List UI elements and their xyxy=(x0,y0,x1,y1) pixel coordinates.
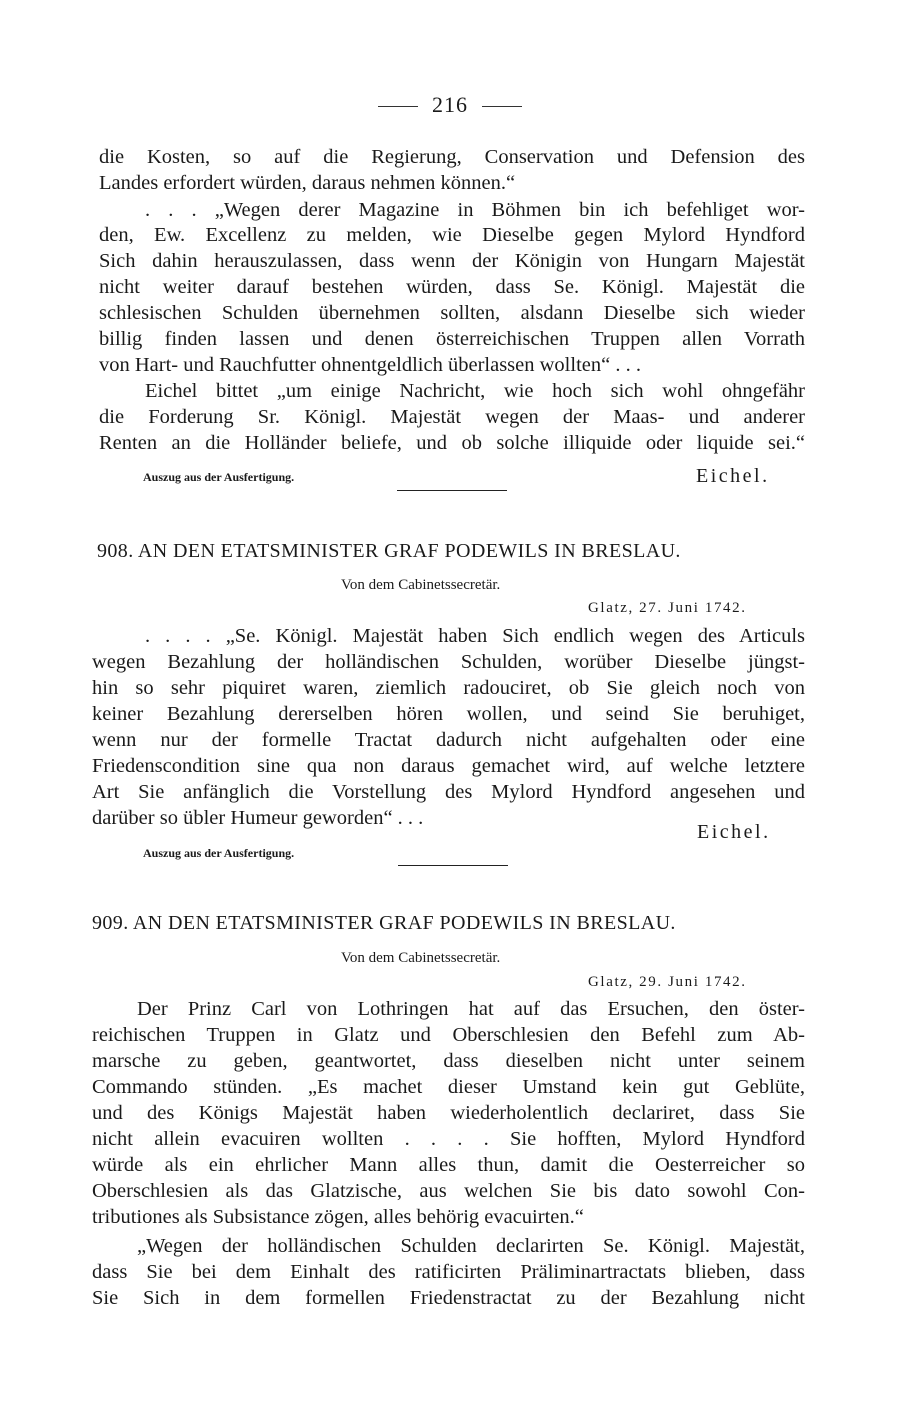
text-line: Landes erfordert würden, daraus nehmen können.“ xyxy=(99,172,516,194)
text-line: wegen Bezahlung der holländischen Schulden, worüber Dieselbe jüngst- xyxy=(92,651,805,673)
page-number-text: 216 xyxy=(432,92,468,117)
text-line: keiner Bezahlung dererselben hören wollen, und seind Sie beruhiget, xyxy=(92,703,805,725)
text-line: die Forderung Sr. Königl. Majestät wegen der Maas- und anderer xyxy=(99,406,805,428)
text-line: von Hart- und Rauchfutter ohnentgeldlich überlassen wollten“ . . . xyxy=(99,354,641,376)
text-line: nicht weiter darauf bestehen würden, dass Se. Königl. Majestät die xyxy=(99,276,805,298)
source-note: Auszug aus der Ausfertigung. xyxy=(143,470,295,484)
text-line: würde als ein ehrlicher Mann alles thun, damit die Oesterreicher so xyxy=(92,1154,805,1176)
text-line: Art Sie anfänglich die Vorstellung des Mylord Hyndford angesehen und xyxy=(92,781,805,803)
text-line: Eichel bittet „um einige Nachricht, wie hoch sich wohl ohngefähr xyxy=(145,380,805,402)
text-line: die Kosten, so auf die Regierung, Conservation und Defension des xyxy=(99,146,805,168)
text-line: dass Sie bei dem Einhalt des ratificirten Präliminartractats blieben, dass xyxy=(92,1261,805,1283)
letter-dateline: Glatz, 29. Juni 1742. xyxy=(588,974,747,990)
source-note: Auszug aus der Ausfertigung. xyxy=(143,846,295,860)
text-line: wenn nur der formelle Tractat dadurch nicht aufgehalten oder eine xyxy=(92,729,805,751)
section-divider xyxy=(398,865,508,866)
text-line: Sich dahin herauszulassen, dass wenn der Königin von Hungarn Majestät xyxy=(99,250,805,272)
text-line: hin so sehr piquiret waren, ziemlich radouciret, ob Sie gleich noch von xyxy=(92,677,805,699)
text-line: Commando stünden. „Es machet dieser Umstand kein gut Geblüte, xyxy=(92,1076,805,1098)
page-number-dash-left xyxy=(378,106,418,107)
text-line: . . . „Wegen derer Magazine in Böhmen bin ich befehliget wor- xyxy=(145,199,805,221)
letter-heading: 909. AN DEN ETATSMINISTER GRAF PODEWILS IN BRESLAU. xyxy=(92,912,676,934)
text-line: den, Ew. Excellenz zu melden, wie Dieselbe gegen Mylord Hyndford xyxy=(99,224,805,246)
text-line: . . . . „Se. Königl. Majestät haben Sich endlich wegen des Articuls xyxy=(145,625,805,647)
page-number-dash-right xyxy=(482,106,522,107)
text-line: Oberschlesien als das Glatzische, aus welchen Sie bis dato sowohl Con- xyxy=(92,1180,805,1202)
letter-subheading: Von dem Cabinetssecretär. xyxy=(341,950,501,966)
signature: Eichel. xyxy=(696,465,770,487)
text-line: und des Königs Majestät haben wiederholentlich declariret, dass Sie xyxy=(92,1102,805,1124)
text-line: billig finden lassen und denen österreichischen Truppen allen Vorrath xyxy=(99,328,805,350)
text-line: „Wegen der holländischen Schulden declarirten Se. Königl. Majestät, xyxy=(137,1235,805,1257)
letter-subheading: Von dem Cabinetssecretär. xyxy=(341,577,501,593)
text-line: Der Prinz Carl von Lothringen hat auf das Ersuchen, den öster- xyxy=(137,998,805,1020)
text-line: nicht allein evacuiren wollten . . . . Sie hofften, Mylord Hyndford xyxy=(92,1128,805,1150)
letter-heading: 908. AN DEN ETATSMINISTER GRAF PODEWILS IN BRESLAU. xyxy=(97,540,681,562)
text-line: darüber so übler Humeur geworden“ . . . xyxy=(92,807,424,829)
text-line: Sie Sich in dem formellen Friedenstractat zu der Bezahlung nicht xyxy=(92,1287,805,1309)
text-line: schlesischen Schulden übernehmen sollten, alsdann Dieselbe sich wieder xyxy=(99,302,805,324)
text-line: marsche zu geben, geantwortet, dass dieselben nicht unter seinem xyxy=(92,1050,805,1072)
letter-dateline: Glatz, 27. Juni 1742. xyxy=(588,600,747,616)
signature: Eichel. xyxy=(697,821,771,843)
text-line: tributiones als Subsistance zögen, alles behörig evacuirten.“ xyxy=(92,1206,584,1228)
text-line: reichischen Truppen in Glatz und Oberschlesien den Befehl zum Ab- xyxy=(92,1024,805,1046)
text-line: Friedenscondition sine qua non daraus gemachet wird, auf welche letztere xyxy=(92,755,805,777)
page-number xyxy=(0,92,900,118)
text-line: Renten an die Holländer beliefe, und ob solche illiquide oder liquide sei.“ xyxy=(99,432,805,454)
section-divider xyxy=(397,490,507,491)
